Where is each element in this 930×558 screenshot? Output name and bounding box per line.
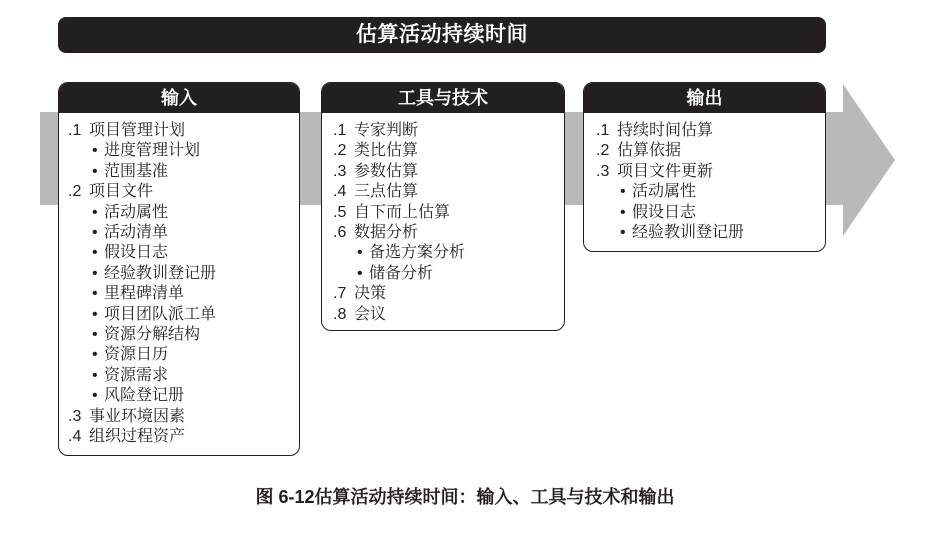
sub-item-label: 活动清单 [104,224,169,242]
item-number: .2 [333,142,347,160]
sub-list-item [68,305,299,325]
sub-list [68,203,299,407]
list-item [333,203,564,223]
sub-list-item [68,386,299,406]
figure-caption: 图 6-12估算活动持续时间：输入、工具与技术和输出 [255,487,675,507]
list-item [333,141,564,161]
list-item-row [333,162,564,182]
sub-item-label: 经验教训登记册 [104,264,217,282]
list-item [68,407,299,427]
item-label: 会议 [354,305,387,323]
list-item [68,427,299,447]
list-item [333,305,564,325]
item-label: 数据分析 [354,224,419,242]
sub-item-label: 进度管理计划 [104,142,201,160]
item-label: 持续时间估算 [617,122,714,139]
list-item-row [596,121,825,141]
bullet-icon: • [92,326,98,344]
sub-list-item [68,345,299,365]
outputs-list [584,113,825,243]
sub-item-label: 风险登记册 [104,387,185,405]
item-label: 自下而上估算 [354,203,451,221]
sub-item-label: 备选方案分析 [369,244,466,262]
list-item [68,182,299,406]
item-number: .3 [333,162,347,180]
sub-list-item [68,325,299,345]
sub-list [68,141,299,182]
bullet-icon: • [92,285,98,303]
item-number: .6 [333,224,347,242]
item-label: 决策 [354,285,387,303]
item-number: .1 [596,122,610,139]
item-label: 项目文件更新 [617,162,714,180]
sub-item-label: 里程碑清单 [104,285,185,303]
sub-list-item [68,284,299,304]
sub-list-item [68,264,299,284]
item-number: .1 [68,122,82,139]
list-item [596,121,825,141]
sub-list-item [68,162,299,182]
bullet-icon: • [92,346,98,364]
bullet-icon: • [92,264,98,282]
item-label: 参数估算 [354,162,419,180]
item-number: .3 [68,407,82,425]
list-item [333,121,564,141]
process-title: 估算活动持续时间 [356,23,528,46]
process-title-bar [58,17,826,53]
item-label: 事业环境因素 [89,407,186,425]
tools-techniques-box [321,82,565,331]
sub-list-item [333,243,564,263]
bullet-icon: • [92,305,98,323]
bullet-icon: • [620,183,626,201]
list-item-row [596,162,825,182]
list-item-row [68,407,299,427]
inputs-list [59,113,299,448]
sub-list-item [596,223,825,243]
item-number: .2 [596,142,610,160]
sub-list-item [68,223,299,243]
list-item-row [68,121,299,141]
item-label: 组织过程资产 [89,428,186,446]
sub-list-item [68,243,299,263]
sub-list-item [68,141,299,161]
list-item [596,162,825,244]
list-item-row [333,203,564,223]
sub-item-label: 资源分解结构 [104,326,201,344]
list-item-row [333,305,564,325]
sub-list [333,243,564,284]
sub-item-label: 资源日历 [104,346,169,364]
list-item-row [333,284,564,304]
bullet-icon: • [92,203,98,221]
sub-item-label: 活动属性 [632,183,697,201]
sub-list-item [68,366,299,386]
list-item-row [333,141,564,161]
item-number: .7 [333,285,347,303]
inputs-header: 输入 [59,83,299,113]
list-item-row [68,182,299,202]
list-item-row [596,141,825,161]
sub-item-label: 储备分析 [369,264,434,282]
bullet-icon: • [92,387,98,405]
sub-list [596,182,825,243]
list-item-row [333,223,564,243]
list-item [333,182,564,202]
outputs-box [583,82,826,252]
list-item-row [333,121,564,141]
tools-techniques-header: 工具与技术 [322,83,564,113]
item-label: 专家判断 [354,122,419,139]
list-item [333,223,564,284]
item-label: 项目文件 [89,183,154,201]
bullet-icon: • [92,244,98,262]
list-item [68,121,299,182]
item-label: 估算依据 [617,142,682,160]
bullet-icon: • [92,224,98,242]
list-item [596,141,825,161]
sub-item-label: 活动属性 [104,203,169,221]
sub-item-label: 资源需求 [104,366,169,384]
bullet-icon: • [620,203,626,221]
bullet-icon: • [357,264,363,282]
bullet-icon: • [92,366,98,384]
tools-techniques-list [322,113,564,325]
item-number: .3 [596,162,610,180]
bullet-icon: • [357,244,363,262]
item-number: .2 [68,183,82,201]
sub-list-item [68,203,299,223]
item-number: .4 [333,183,347,201]
item-number: .8 [333,305,347,323]
sub-item-label: 经验教训登记册 [632,224,745,242]
bullet-icon: • [92,142,98,160]
inputs-box [58,82,300,456]
bullet-icon: • [620,224,626,242]
list-item-row [68,427,299,447]
item-number: .1 [333,122,347,139]
item-label: 三点估算 [354,183,419,201]
sub-item-label: 范围基准 [104,162,169,180]
list-item [333,162,564,182]
item-number: .5 [333,203,347,221]
sub-list-item [596,203,825,223]
item-label: 类比估算 [354,142,419,160]
sub-list-item [596,182,825,202]
sub-item-label: 假设日志 [632,203,697,221]
outputs-header: 输出 [584,83,825,113]
list-item [333,284,564,304]
item-number: .4 [68,428,82,446]
item-label: 项目管理计划 [89,122,186,139]
list-item-row [333,182,564,202]
sub-item-label: 假设日志 [104,244,169,262]
sub-list-item [333,264,564,284]
sub-item-label: 项目团队派工单 [104,305,217,323]
bullet-icon: • [92,162,98,180]
